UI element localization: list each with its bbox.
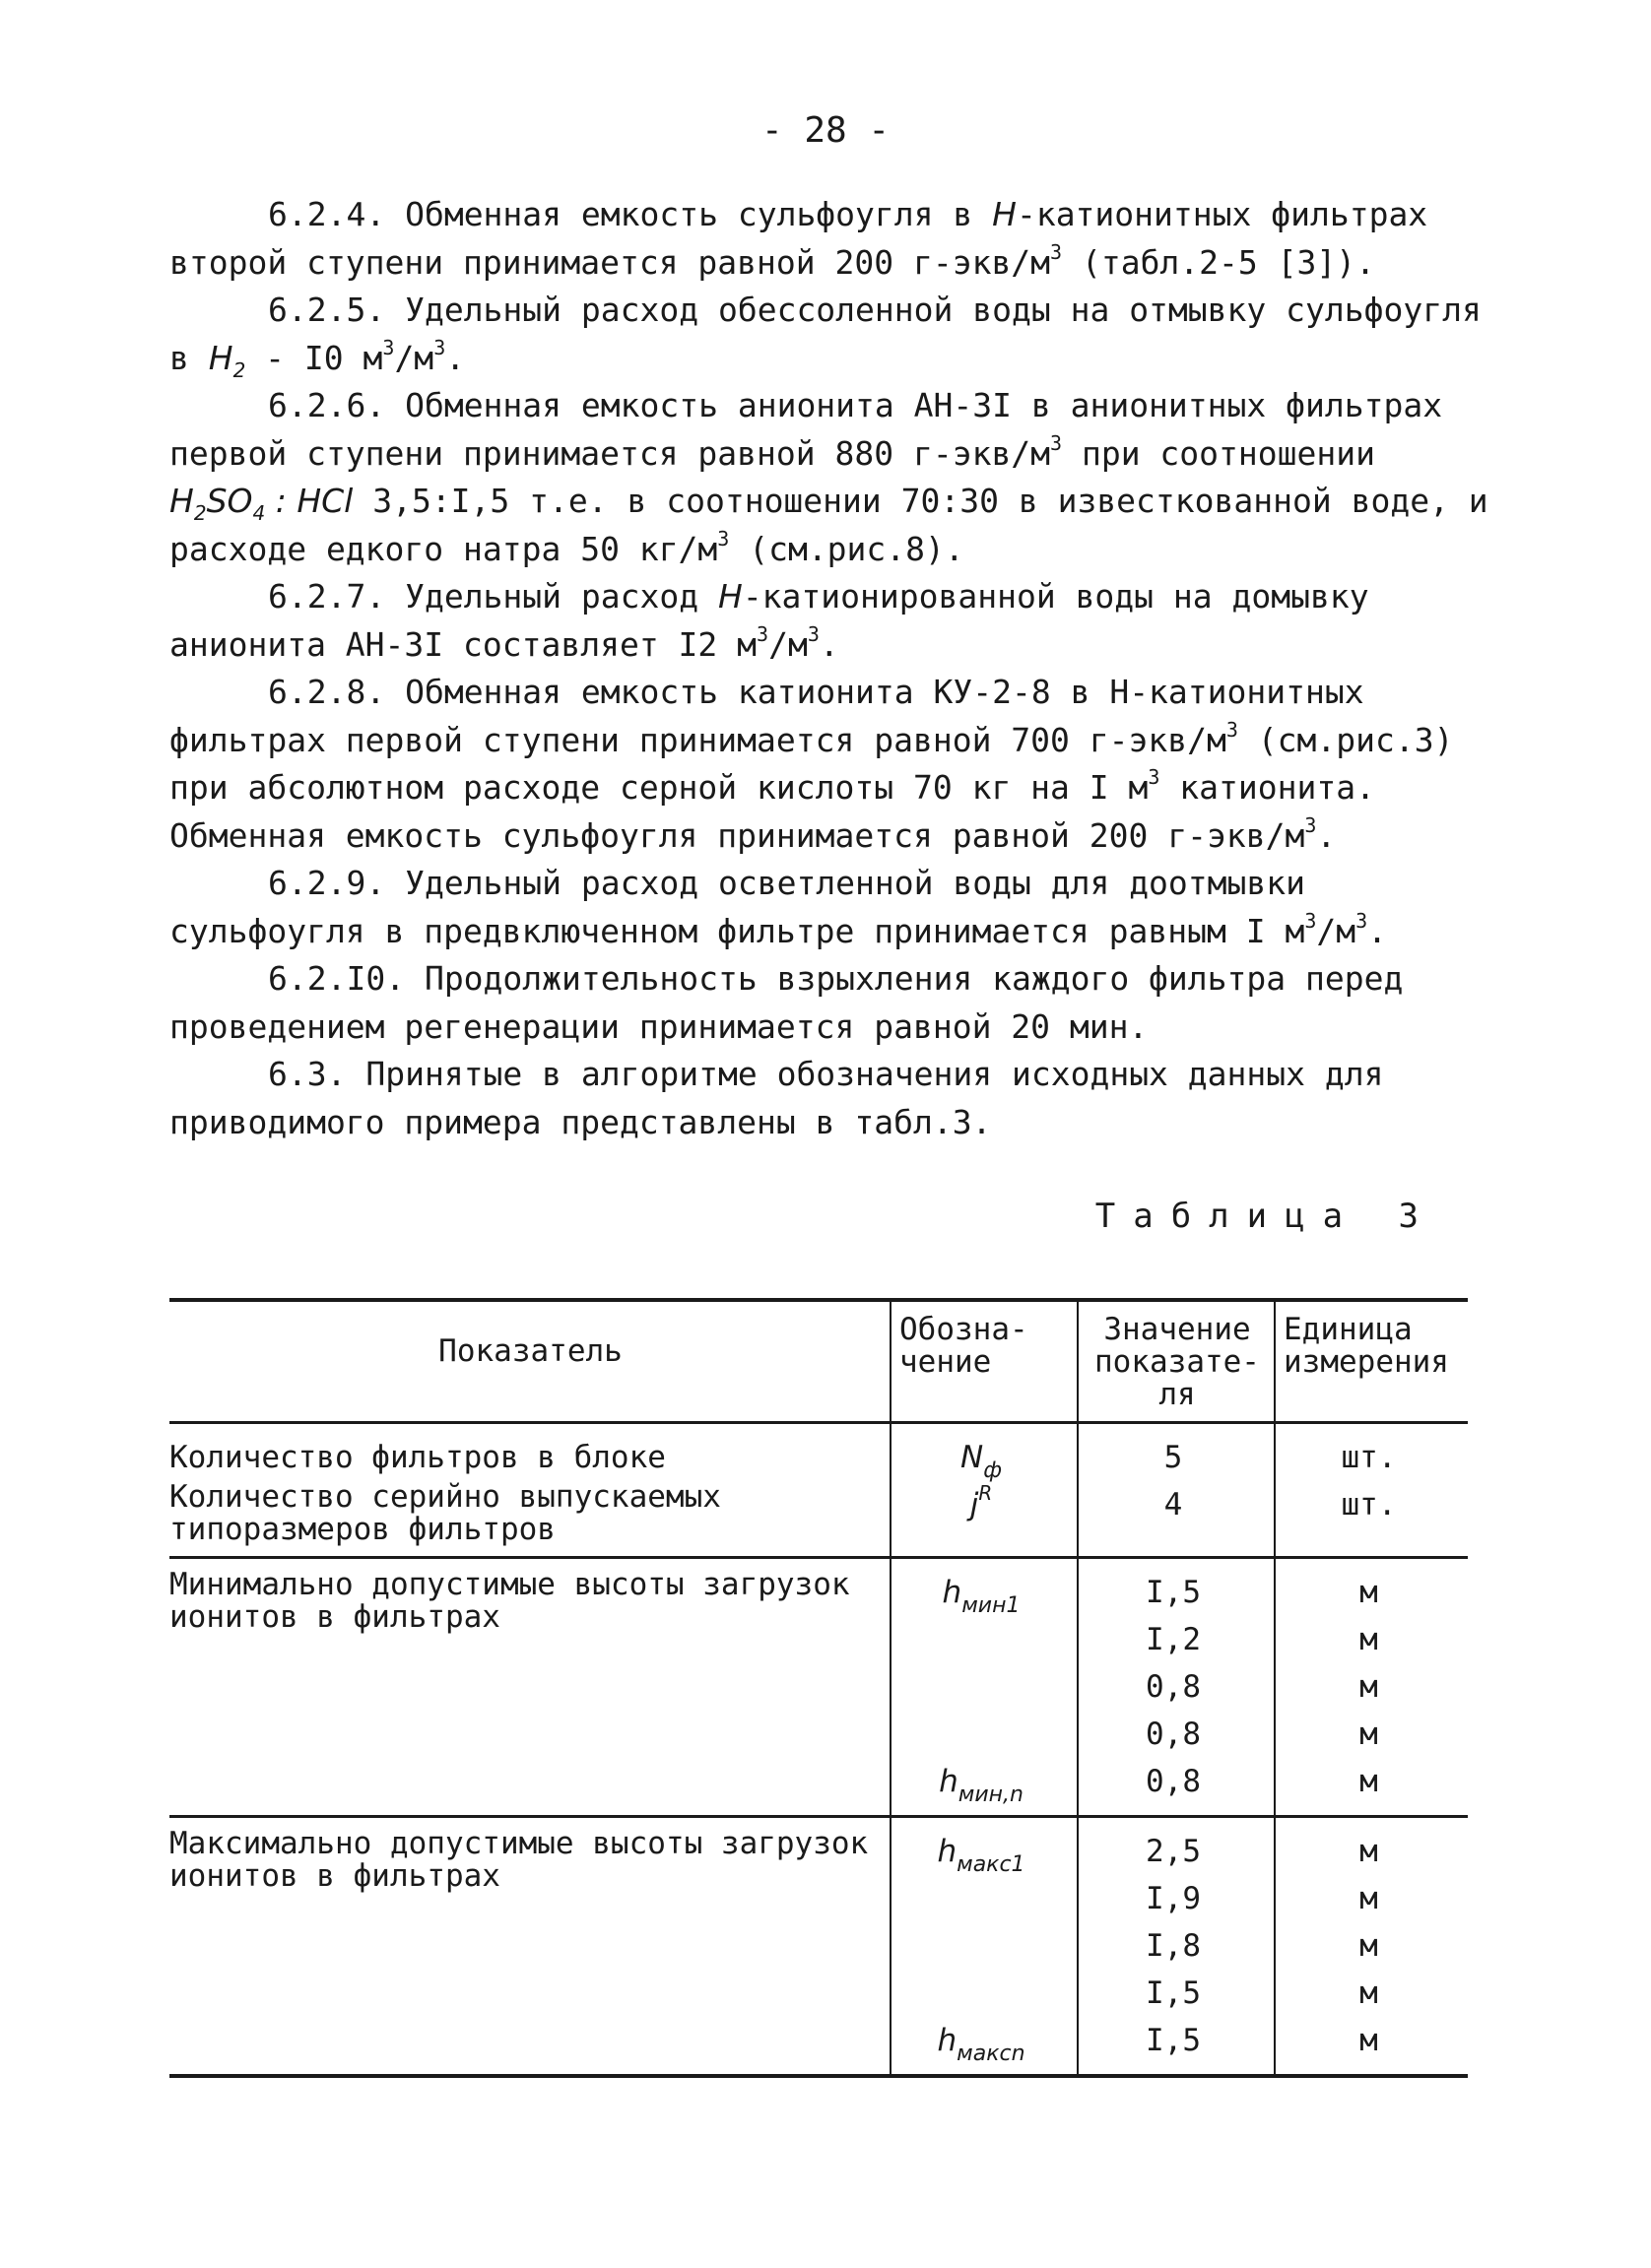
unit-cell: [1275, 1558, 1468, 1817]
indicator-name: Количество серийно выпускаемых типоразмеров фильтров: [169, 1479, 721, 1547]
value: I,5: [1146, 1976, 1201, 2011]
value-cell: [1078, 1558, 1275, 1817]
unit-cell: [1275, 1817, 1468, 2077]
body-text: [169, 191, 1489, 1146]
value: I,9: [1146, 1881, 1201, 1916]
paragraph-6-2-9: 6.2.9. Удельный расход осветленной воды для доотмывки сульфоугля в предвключенном фильтре принимается равным I $м^3/м^3$.: [169, 864, 1388, 950]
indicator-cell: [169, 1817, 891, 2077]
indicator-name: Максимально допустимые высоты загрузок ионитов в фильтрах: [169, 1826, 869, 1894]
value: 2,5: [1146, 1834, 1201, 1869]
table-row: [169, 1817, 1468, 2077]
value: I,5: [1146, 2023, 1201, 2058]
value: 5: [1163, 1440, 1183, 1475]
value-cell: [1078, 1817, 1275, 2077]
symbol-cell: [891, 1423, 1078, 1558]
value: I,2: [1146, 1622, 1201, 1657]
symbol: $h_{максn}$: [937, 2023, 1025, 2066]
indicator-name: Минимально допустимые высоты загрузок ионитов в фильтрах: [169, 1567, 850, 1635]
paragraph-6-3: 6.3. Принятые в алгоритме обозначения исходных данных для приводимого примера представлены в табл.3.: [169, 1055, 1384, 1141]
paragraph-6-2-8: 6.2.8. Обменная емкость катионита КУ-2-8 в Н-катионитных фильтрах первой ступени принимается равной 700 $г-экв/м^3$ (см.рис.3) при абсолютном расходе серной кислоты 70 кг на I $м^3$ катионита. Обменная емкость сульфоугля принимается равной 200 $г-экв/м^3$.: [169, 673, 1454, 855]
indicator-cell: [169, 1423, 891, 1558]
unit: м: [1359, 1575, 1378, 1610]
value: 4: [1163, 1487, 1183, 1523]
header-value: Значение показате- ля: [1078, 1300, 1275, 1423]
unit: м: [1359, 1976, 1378, 2011]
data-table: [169, 1298, 1468, 2078]
unit: м: [1359, 1834, 1378, 1869]
symbol: $N_ф$: [959, 1440, 1002, 1483]
value: 0,8: [1146, 1717, 1201, 1752]
paragraph-6-2-4: 6.2.4. Обменная емкость сульфоугля в H-катионитных фильтрах второй ступени принимается равной 200 $г-экв/м^3$ (табл.2-5 [3]).: [169, 195, 1428, 282]
table-caption: Таблица 3: [1094, 1197, 1436, 1236]
header-symbol: Обозна- чение: [891, 1300, 1078, 1423]
indicator-name: Количество фильтров в блоке: [169, 1440, 666, 1475]
unit: м: [1359, 1717, 1378, 1752]
paragraph-6-2-10: 6.2.I0. Продолжительность взрыхления каждого фильтра перед проведением регенерации принимается равной 20 мин.: [169, 959, 1404, 1046]
table-row: [169, 1558, 1468, 1817]
paragraph-6-2-7: 6.2.7. Удельный расход H-катионированной воды на домывку анионита АН-3I составляет I2 $м^3/м^3$.: [169, 577, 1369, 664]
symbol: $j^R$: [969, 1481, 993, 1523]
unit: м: [1359, 1881, 1378, 1916]
symbol: $h_{макс1}$: [937, 1834, 1025, 1877]
unit: м: [1359, 2023, 1378, 2058]
unit: м: [1359, 1669, 1378, 1705]
value: I,8: [1146, 1928, 1201, 1964]
symbol-cell: [891, 1817, 1078, 2077]
unit: шт.: [1341, 1487, 1397, 1523]
unit-cell: [1275, 1423, 1468, 1558]
value: 0,8: [1146, 1764, 1201, 1799]
page-number: - 28 -: [760, 110, 891, 151]
paragraph-6-2-5: 6.2.5. Удельный расход обессоленной воды на отмывку сульфоугля в $H_2 - I0$ $м^3/м^3$.: [169, 291, 1482, 382]
unit: м: [1359, 1928, 1378, 1964]
symbol: $h_{мин,n}$: [939, 1764, 1024, 1807]
value: I,5: [1146, 1575, 1201, 1610]
indicator-cell: [169, 1558, 891, 1817]
header-indicator: Показатель: [169, 1300, 891, 1423]
symbol: $h_{мин1}$: [942, 1575, 1021, 1618]
table-header-row: [169, 1300, 1468, 1423]
symbol-cell: [891, 1558, 1078, 1817]
header-unit: Единица измерения: [1275, 1300, 1468, 1423]
unit: шт.: [1341, 1440, 1397, 1475]
unit: м: [1359, 1622, 1378, 1657]
table-row: [169, 1423, 1468, 1558]
paragraph-6-2-6: 6.2.6. Обменная емкость анионита АН-3I в анионитных фильтрах первой ступени принимается равной 880 $г-экв/м^3$ при соотношении $H_2SO_4$ : HCl 3,5:I,5 т.е. в соотношении 70:30 в известкованной воде, и расходе едкого натра 50 $кг/м^3$ (см.рис.8).: [169, 386, 1488, 568]
value-cell: [1078, 1423, 1275, 1558]
value: 0,8: [1146, 1669, 1201, 1705]
unit: м: [1359, 1764, 1378, 1799]
